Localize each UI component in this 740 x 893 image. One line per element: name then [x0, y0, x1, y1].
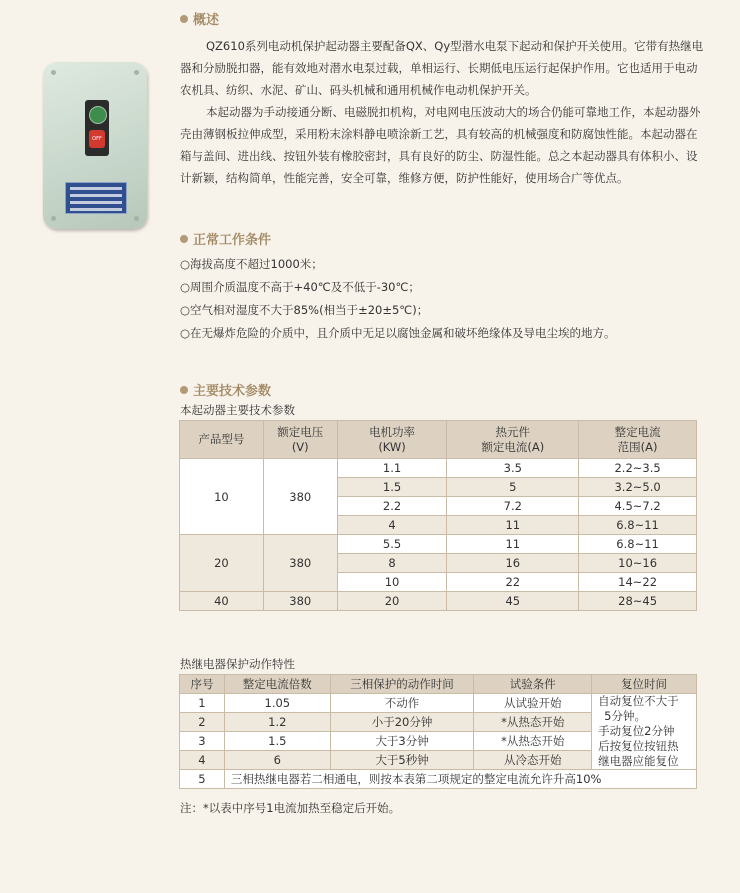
header-cell: 序号	[180, 675, 225, 694]
table-cell: 2.2	[337, 497, 447, 516]
header-cell: 产品型号	[180, 421, 264, 459]
table-cell: 从冷态开始	[474, 751, 592, 770]
table-cell: 8	[337, 554, 447, 573]
starter-product-image	[43, 62, 147, 229]
table-cell: 小于20分钟	[330, 713, 474, 732]
table-cell: 2.2~3.5	[579, 459, 697, 478]
table-cell: 从试验开始	[474, 694, 592, 713]
list-item: ○周围介质温度不高于+40℃及不低于-30℃；	[180, 280, 420, 294]
table-cell: 11	[447, 516, 579, 535]
overview-text: QZ610系列电动机保护起动器主要配备QX、Qy型潜水电泵下起动和保护开关使用。它带有热继电 器和分励脱扣器，能有效地对潜水电泵过载，单相运行、长期低电压运行起保护作用。它也适用于电动 农机具、纺织、水泥、矿山、码头机械和通用机械作电动机保护开关。 本起动器为手动接通分断、电磁脱扣机构，对电网电压波动大的场合仍能可靠地工作，本起动器外 壳由薄钢板拉伸成型，采用粉末涂料静电喷涂新工艺，具有较高的机械强度和防腐蚀性能。本起动器在 箱与盖间、进出线、按钮外装有橡胶密封，具有良好的防尘、防湿性能。总之本起动器具有体积小、设 计新颖，结构简单，性能完善，安全可靠，维修方便，防护性能好，使用场合广等优点。	[180, 39, 704, 185]
table-cell: 4.5~7.2	[579, 497, 697, 516]
table-cell: 380	[263, 459, 337, 535]
table-cell: 10~16	[579, 554, 697, 573]
header-cell: 整定电流倍数	[224, 675, 330, 694]
table-cell: 6.8~11	[579, 535, 697, 554]
start-button-icon	[89, 106, 107, 124]
table-cell: 22	[447, 573, 579, 592]
table-cell: 不动作	[330, 694, 474, 713]
bullet-icon	[180, 15, 188, 23]
table-row	[180, 770, 697, 789]
table-cell: 45	[447, 592, 579, 611]
header-cell: 复位时间	[592, 675, 697, 694]
table-cell: 7.2	[447, 497, 579, 516]
header-cell: 三相保护的动作时间	[330, 675, 474, 694]
table-cell: 1.5	[224, 732, 330, 751]
table-cell: 5	[447, 478, 579, 497]
table-cell: 11	[447, 535, 579, 554]
table-cell: 4	[337, 516, 447, 535]
params-caption: 本起动器主要技术参数	[180, 403, 295, 417]
table-cell: 28~45	[579, 592, 697, 611]
table-cell: 三相热继电器若二相通电，则按本表第二项规定的整定电流允许升高10%	[224, 770, 696, 789]
header-cell: 额定电压 (V)	[263, 421, 337, 459]
table-cell: 6	[224, 751, 330, 770]
list-item: ○海拔高度不超过1000米；	[180, 257, 323, 271]
table-cell: 1.1	[337, 459, 447, 478]
table-cell: *从热态开始	[474, 713, 592, 732]
header-cell: 整定电流 范围(A)	[579, 421, 697, 459]
params-table	[179, 420, 697, 611]
table-cell: 1.2	[224, 713, 330, 732]
bullet-icon	[180, 386, 188, 394]
table-cell: 20	[337, 592, 447, 611]
header-cell: 试验条件	[474, 675, 592, 694]
table-cell: 3	[180, 732, 225, 751]
table-cell: 10	[180, 459, 264, 535]
table-cell: 16	[447, 554, 579, 573]
table-cell: 大于3分钟	[330, 732, 474, 751]
table-cell: 380	[263, 535, 337, 592]
table-row	[180, 694, 697, 713]
bullet-icon	[180, 235, 188, 243]
table-cell: 5.5	[337, 535, 447, 554]
stop-button-icon: OFF	[89, 130, 105, 148]
table-cell: 2	[180, 713, 225, 732]
table-cell: 1.05	[224, 694, 330, 713]
overview-heading: 概述	[180, 9, 219, 28]
table-cell: *从热态开始	[474, 732, 592, 751]
nameplate	[65, 182, 127, 214]
table-cell: 3.5	[447, 459, 579, 478]
table-cell: 40	[180, 592, 264, 611]
table-row	[180, 535, 697, 554]
list-item: ○空气相对湿度不大于85%(相当于±20±5℃)；	[180, 303, 429, 317]
table-cell: 1	[180, 694, 225, 713]
table-cell: 14~22	[579, 573, 697, 592]
table-cell: 380	[263, 592, 337, 611]
header-cell: 热元件 额定电流(A)	[447, 421, 579, 459]
relay-table	[179, 674, 697, 789]
list-item: ○在无爆炸危险的介质中，且介质中无足以腐蚀金属和破坏绝缘体及导电尘埃的地方。	[180, 326, 616, 340]
table-cell: 3.2~5.0	[579, 478, 697, 497]
table-cell: 10	[337, 573, 447, 592]
table-cell: 1.5	[337, 478, 447, 497]
table-row	[180, 592, 697, 611]
header-cell: 电机功率 (KW)	[337, 421, 447, 459]
table-cell: 4	[180, 751, 225, 770]
relay-caption: 热继电器保护动作特性	[180, 657, 295, 671]
table-cell: 5	[180, 770, 225, 789]
table-cell: 大于5秒钟	[330, 751, 474, 770]
table-cell: 20	[180, 535, 264, 592]
relay-note: 注：*以表中序号1电流加热至稳定后开始。	[180, 801, 401, 815]
button-panel	[85, 100, 109, 156]
conditions-list	[180, 253, 616, 345]
params-heading: 主要技术参数	[180, 380, 271, 399]
reset-time-cell: 自动复位不大于 5分钟。 手动复位2分钟 后按复位按钮热 继电器应能复位	[592, 694, 697, 770]
table-cell: 6.8~11	[579, 516, 697, 535]
conditions-heading: 正常工作条件	[180, 229, 271, 248]
table-row	[180, 459, 697, 478]
